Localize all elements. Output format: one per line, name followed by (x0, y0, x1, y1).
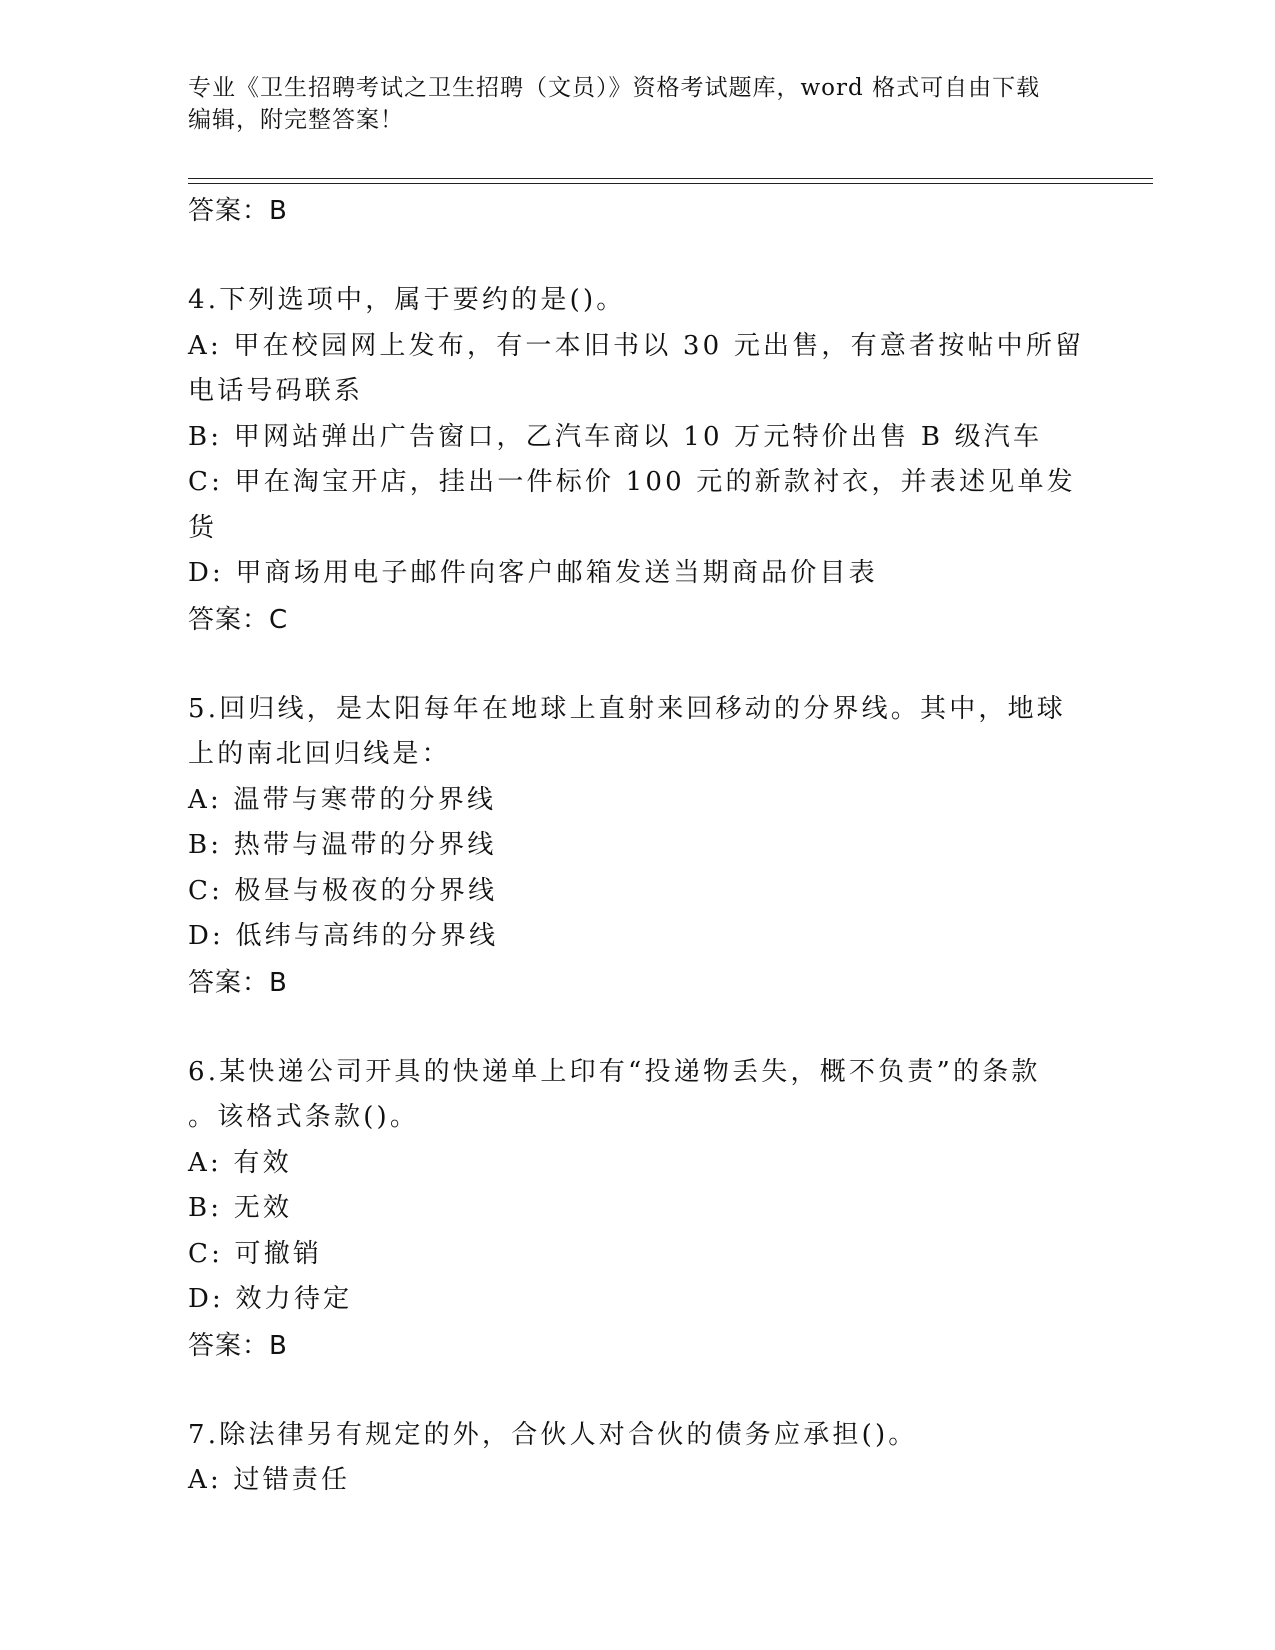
question-stem-line: 5.回归线，是太阳每年在地球上直射来回移动的分界线。其中，地球 (188, 693, 1067, 724)
option-text: 甲网站弹出广告窗口，乙汽车商以 10 万元特价出售 B 级汽车 (233, 421, 1043, 452)
option-label: A: (188, 330, 222, 361)
option-text: 甲商场用电子邮件向客户邮箱发送当期商品价目表 (235, 558, 878, 588)
answer-line: 答案：B (188, 196, 288, 226)
option-line (188, 1277, 1088, 1323)
question-stem-line: 7.除法律另有规定的外，合伙人对合伙的债务应承担()。 (188, 1419, 918, 1450)
question-block (188, 278, 1088, 643)
questions-container (188, 278, 1088, 1504)
document-header (188, 72, 1078, 136)
intro-line-1: 专业《卫生招聘考试之卫生招聘（文员）》资格考试题库，word 格式可自由下载 (188, 75, 1041, 101)
question-block (188, 1050, 1088, 1369)
option-line (188, 1141, 1088, 1187)
option-line (188, 415, 1088, 461)
option-text: 甲在校园网上发布，有一本旧书以 30 元出售，有意者按帖中所留 (233, 330, 1085, 361)
answer-line: 答案：B (188, 967, 288, 998)
option-text: 可撤销 (234, 1238, 323, 1269)
option-text: 极昼与极夜的分界线 (234, 875, 498, 906)
option-label: B: (188, 1193, 223, 1223)
option-line (188, 460, 1088, 551)
answer-line: 答案：B (188, 1330, 288, 1361)
intro-line-2: 编辑，附完整答案！ (188, 107, 404, 133)
question-stem-line: 上的南北回归线是： (188, 739, 451, 769)
option-text: 甲在淘宝开店，挂出一件标价 100 元的新款衬衣，并表述见单发货 (188, 467, 1076, 543)
option-line (188, 1186, 1088, 1232)
option-text: 效力待定 (235, 1284, 353, 1314)
option-line (188, 369, 1088, 415)
answer-line: 答案：C (188, 604, 289, 635)
option-line (188, 823, 1088, 869)
option-line (188, 551, 1088, 597)
header-divider-top (188, 178, 1153, 179)
option-label: A: (188, 1147, 222, 1178)
question-stem-line: 6.某快递公司开具的快递单上印有“投递物丢失，概不负责”的条款 (188, 1056, 1041, 1087)
question-block (188, 687, 1088, 1006)
question-stem-line: 4.下列选项中，属于要约的是()。 (188, 285, 626, 315)
option-label: B: (188, 421, 223, 452)
option-line (188, 869, 1088, 915)
option-text: 温带与寒带的分界线 (233, 784, 497, 815)
option-label: C: (188, 1238, 224, 1269)
option-label: D: (188, 1284, 225, 1314)
option-text: 电话号码联系 (188, 376, 364, 406)
option-label: C: (188, 875, 224, 906)
option-label: D: (188, 921, 225, 951)
option-text: 低纬与高纬的分界线 (235, 921, 499, 951)
option-text: 有效 (233, 1147, 292, 1178)
question-block (188, 1413, 1088, 1504)
option-label: C: (188, 467, 224, 497)
question-list (188, 188, 1088, 1504)
option-text: 过错责任 (233, 1465, 351, 1495)
option-line (188, 1458, 1088, 1504)
option-label: D: (188, 558, 225, 588)
option-label: B: (188, 830, 223, 860)
option-line (188, 1232, 1088, 1278)
option-line (188, 778, 1088, 824)
option-line (188, 914, 1088, 960)
option-line (188, 324, 1088, 370)
option-text: 无效 (233, 1193, 293, 1223)
header-divider-bottom (188, 183, 1153, 184)
option-text: 热带与温带的分界线 (233, 830, 497, 860)
question-stem-line: 。该格式条款()。 (188, 1102, 420, 1132)
option-label: A: (188, 1465, 222, 1495)
option-label: A: (188, 784, 222, 815)
